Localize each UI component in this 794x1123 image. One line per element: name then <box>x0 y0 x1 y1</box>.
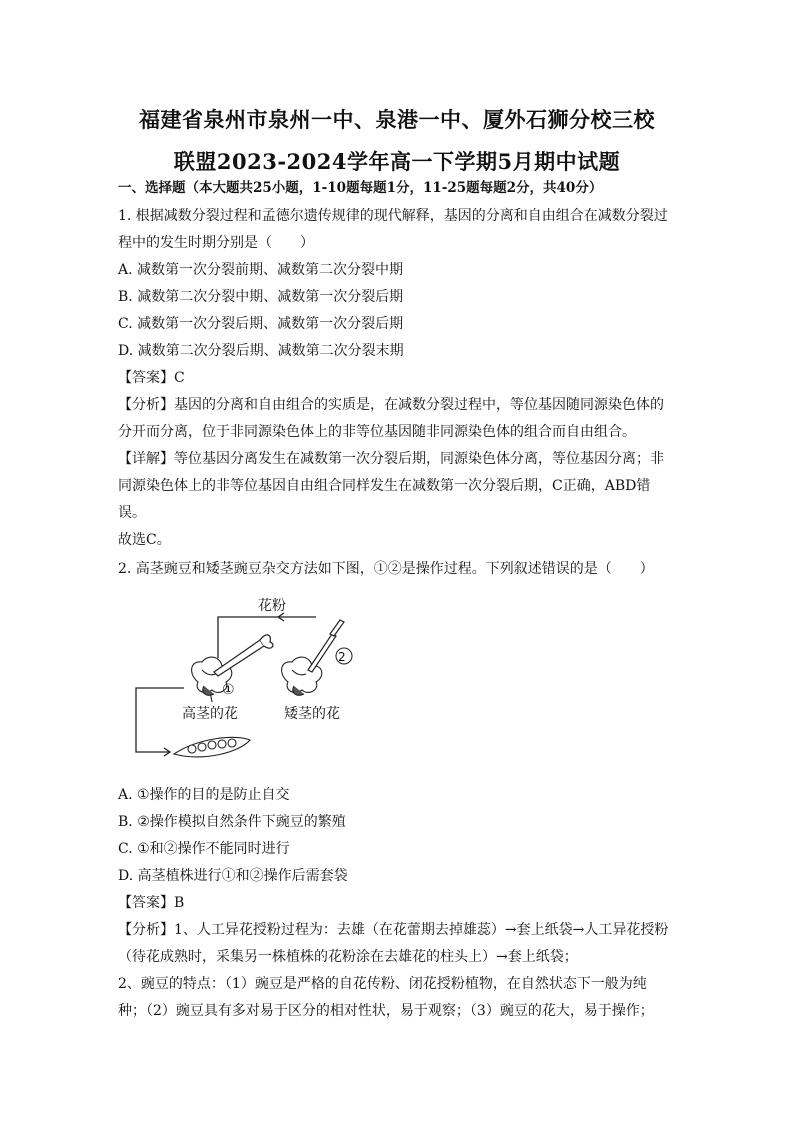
q1-detail-line-3: 误。 <box>118 505 146 521</box>
cross-pollination-figure <box>118 590 378 770</box>
q1-stem-line-1: 1. 根据减数分裂过程和孟德尔遗传规律的现代解释，基因的分离和自由组合在减数分裂过 <box>118 208 668 224</box>
mark-1: ① <box>222 682 235 698</box>
q1-option-a: A. 减数第一次分裂前期、减数第二次分裂中期 <box>118 262 404 278</box>
section-heading: 一、选择题（本大题共25小题，1-10题每题1分，11-25题每题2分，共40分） <box>118 180 603 196</box>
q2-option-b: B. ②操作模拟自然条件下豌豆的繁殖 <box>118 814 346 830</box>
mark-2-number: 2 <box>338 650 346 664</box>
pea-pod-icon <box>174 737 250 757</box>
q1-analysis-line-2: 分开而分离，位于非同源染色体上的非等位基因随非同源染色体的组合而自由组合。 <box>118 424 636 440</box>
q1-option-b: B. 减数第二次分裂中期、减数第一次分裂后期 <box>118 289 404 305</box>
short-flower-label: 矮茎的花 <box>284 706 340 722</box>
q2-analysis-line-3: 2、豌豆的特点：（1）豌豆是严格的自花传粉、闭花授粉植物，在自然状态下一般为纯 <box>118 976 647 992</box>
q1-conclusion: 故选C。 <box>118 532 171 548</box>
q2-analysis-line-4: 种；（2）豌豆具有多对易于区分的相对性状，易于观察；（3）豌豆的花大，易于操作； <box>118 1003 654 1019</box>
q1-detail-line-1: 【详解】等位基因分离发生在减数第一次分裂后期，同源染色体分离，等位基因分离；非 <box>118 451 664 467</box>
pollen-label: 花粉 <box>258 598 286 614</box>
brush-icon <box>308 620 344 672</box>
q2-option-c: C. ①和②操作不能同时进行 <box>118 841 290 857</box>
q2-stem: 2. 高茎豌豆和矮茎豌豆杂交方法如下图，①②是操作过程。下列叙述错误的是（ ） <box>118 561 654 577</box>
title-line-2: 联盟2023-2024学年高一下学期5月期中试题 <box>173 149 621 174</box>
q1-answer: 【答案】C <box>118 370 185 386</box>
bracket-arrow <box>136 688 184 756</box>
tall-flower-label: 高茎的花 <box>182 706 238 722</box>
tweezers-icon <box>214 635 273 676</box>
q2-option-a: A. ①操作的目的是防止自交 <box>118 787 290 803</box>
q2-answer: 【答案】B <box>118 895 185 911</box>
q1-option-c: C. 减数第一次分裂后期、减数第一次分裂后期 <box>118 316 404 332</box>
q2-analysis-line-2: （待花成熟时，采集另一株植株的花粉涂在去雄花的柱头上）→套上纸袋； <box>118 949 578 965</box>
q1-detail-line-2: 同源染色体上的非等位基因自由组合同样发生在减数第一次分裂后期，C正确，ABD错 <box>118 478 651 494</box>
title-line-1: 福建省泉州市泉州一中、泉港一中、厦外石狮分校三校 <box>139 107 655 132</box>
q1-option-d: D. 减数第二次分裂后期、减数第二次分裂末期 <box>118 343 404 359</box>
q1-analysis-line-1: 【分析】基因的分离和自由组合的实质是，在减数分裂过程中，等位基因随同源染色体的 <box>118 397 664 413</box>
q2-option-d: D. 高茎植株进行①和②操作后需套袋 <box>118 868 348 884</box>
q1-stem-line-2: 程中的发生时期分别是（ ） <box>118 235 314 251</box>
q2-analysis-line-1: 【分析】1、人工异花授粉过程为：去雄（在花蕾期去掉雄蕊）→套上纸袋→人工异花授粉 <box>118 922 669 938</box>
